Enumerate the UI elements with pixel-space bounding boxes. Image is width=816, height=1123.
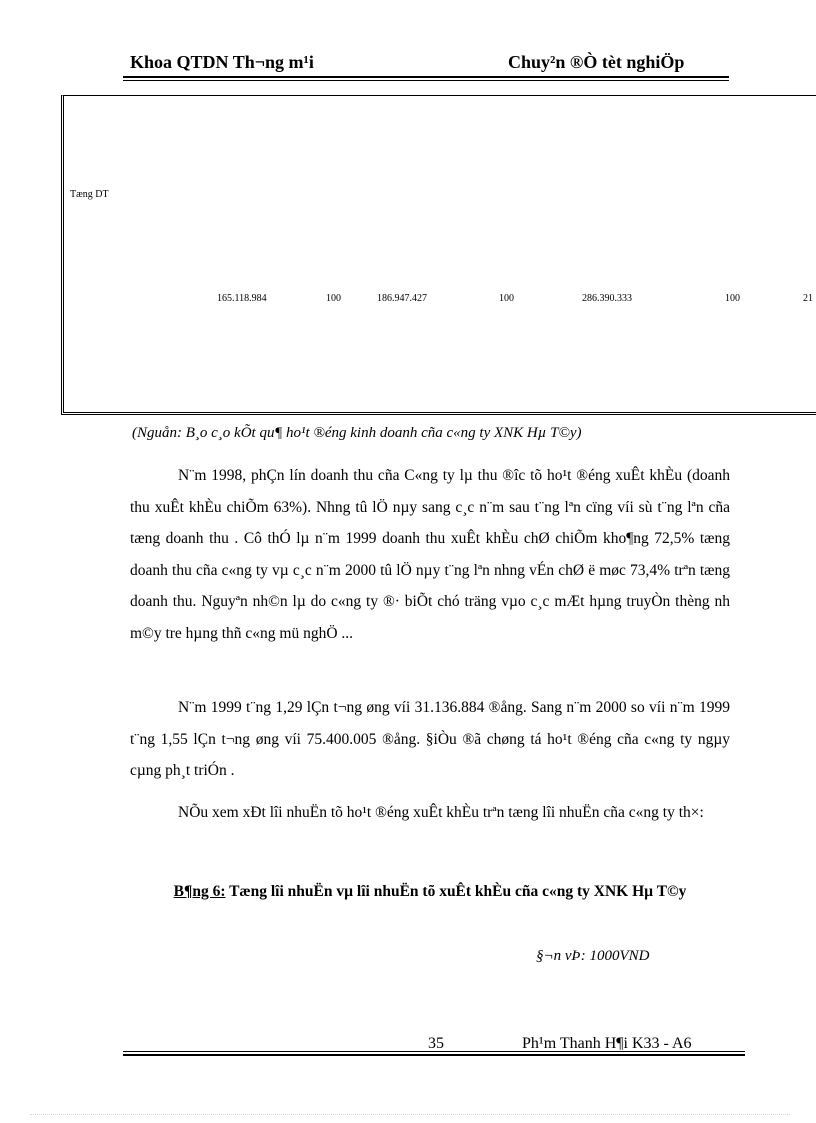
paragraph-3 (130, 797, 730, 829)
revenue-table-fragment (61, 95, 816, 415)
row-label-total-revenue: Tæng DT (70, 189, 109, 200)
table-6-title (130, 876, 730, 908)
footer-rule (123, 1051, 745, 1056)
paragraph-2-text: N¨m 1999 t¨ng 1,29 lÇn t¬ng øng víi 31.136.884 ®ång. Sang n¨m 2000 so víi n¨m 1999 t¨ng 1,55 lÇn t¬ng øng víi 75.400.005 ®ång. §iÒu ®ã chøng tá ho¹t ®éng cña c«ng ty ngµy cµng ph¸t triÓn . (130, 699, 730, 779)
paragraph-3-text: NÕu xem xÐt lîi nhuËn tõ ho¹t ®éng xuÊt khÈu trªn tæng lîi nhuËn cña c«ng ty th×: (178, 804, 704, 821)
paragraph-1 (130, 460, 730, 649)
paragraph-2 (130, 692, 730, 787)
table-6-label: B¶ng 6: (173, 883, 226, 900)
source-note: (Nguån: B¸o c¸o kÕt qu¶ ho¹t ®éng kinh doanh cña c«ng ty XNK Hµ T©y) (132, 425, 582, 441)
cell-2000-percent: 100 (725, 293, 740, 304)
cell-truncated: 21 (803, 293, 813, 304)
page-edge (30, 1114, 790, 1115)
paragraph-1-text: N¨m 1998, phÇn lín doanh thu cña C«ng ty lµ thu ®îc tõ ho¹t ®éng xuÊt khÈu (doanh thu xuÊt khÈu chiÕm 63%). Nhng tû lÖ nµy sang c¸c n¨m sau t¨ng lªn cïng víi sù t¨ng lªn cña tæng doanh thu . Cô thÓ lµ n¨m 1999 doanh thu xuÊt khÈu chØ chiÕm kho¶ng 72,5% tæng doanh thu cña c«ng ty vµ c¸c n¨m 2000 tû lÖ nµy t¨ng lªn nhng vÉn chØ ë møc 73,4% trªn tæng doanh thu. Nguyªn nh©n lµ do c«ng ty ®· biÕt chó träng vµo c¸c mÆt hµng truyÒn thèng nh m©y tre hµng thñ c«ng mü nghÖ ... (130, 467, 730, 642)
cell-2000-revenue: 286.390.333 (582, 293, 632, 304)
cell-1998-percent: 100 (326, 293, 341, 304)
table-6-caption: Tæng lîi nhuËn vµ lîi nhuËn tõ xuÊt khÈu cña c«ng ty XNK Hµ T©y (229, 883, 687, 900)
header-rule (123, 76, 729, 81)
page-number: 35 (428, 1035, 444, 1052)
header-faculty: Khoa QTDN Th¬ng m¹i (130, 52, 314, 72)
cell-1999-percent: 100 (499, 293, 514, 304)
unit-note: §¬n vÞ: 1000VND (536, 948, 650, 964)
header-thesis-title: Chuy²n ®Ò tèt nghiÖp (508, 52, 685, 72)
footer-author: Ph¹m Thanh H¶i K33 - A6 (522, 1035, 692, 1052)
cell-1999-revenue: 186.947.427 (377, 293, 427, 304)
cell-1998-revenue: 165.118.984 (217, 293, 267, 304)
